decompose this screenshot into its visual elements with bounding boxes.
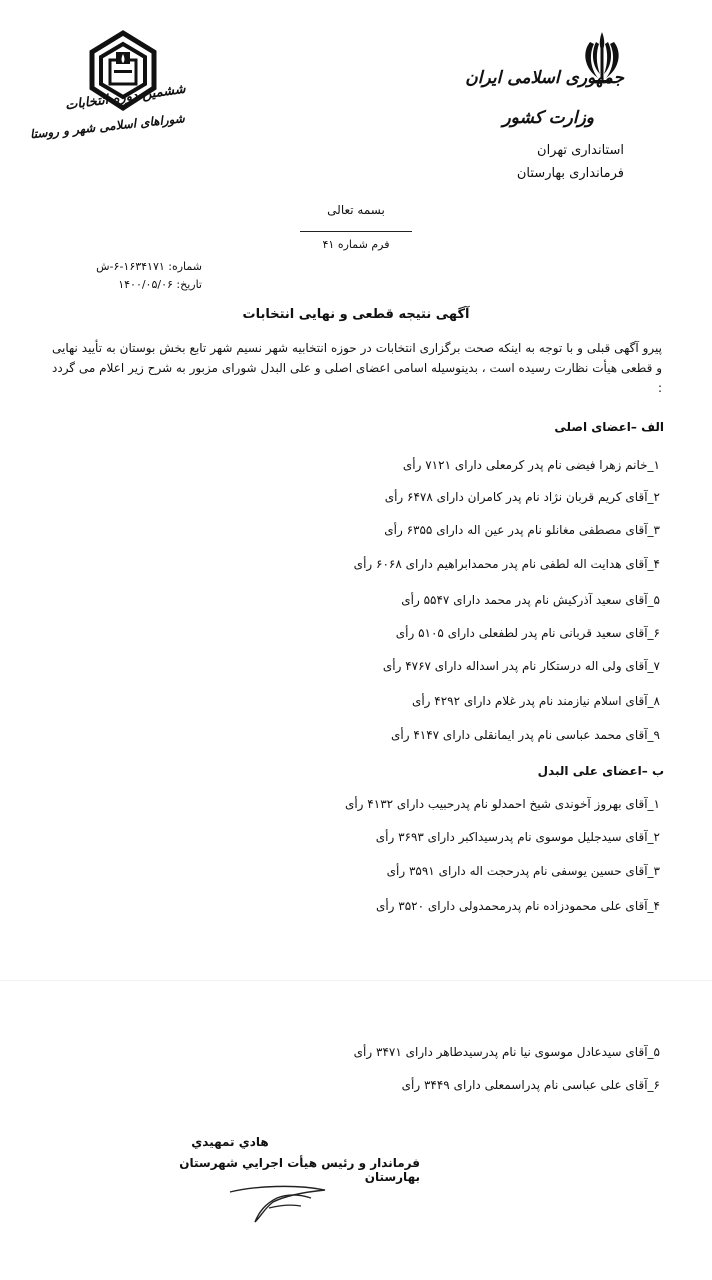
election-round-title: ششمین دوره انتخابات (64, 81, 187, 114)
signatory-name: هادي تمهيدي (191, 1135, 269, 1149)
letter-date: تاریخ: ۱۴۰۰/۰۵/۰۶ (118, 278, 202, 291)
list-item: ۴_آقای علی محمودزاده نام پدرمحمدولی دارای ۳۵۲۰ رأی (375, 899, 660, 913)
notice-title: آگهی نتیجه قطعی و نهایی انتخابات (242, 307, 470, 322)
notice-paragraph: پیرو آگهی قبلی و با توجه به اینکه صحت برگزاری انتخابات در حوزه انتخابیه شهر نسیم شهر تابع بخش بوستان به تأیید نهایی و قطعی هیأت نظارت رسیده است ، بدینوسیله اسامی اعضای اصلی و علی البدل شورای مزبور به شرح زیر اعلام می گردد : (52, 341, 662, 395)
list-item: ۶_آقای علی عباسی نام پدراسمعلی دارای ۳۴۴۹ رأی (401, 1078, 660, 1092)
list-item: ۵_آقای سعید آذرکیش نام پدر محمد دارای ۵۵۴۷ رأی (401, 593, 660, 607)
list-item: ۸_آقای اسلام نیازمند نام پدر غلام دارای ۴۲۹۲ رأی (411, 694, 660, 708)
signature-icon (225, 1178, 335, 1226)
republic-title: جمهوری اسلامی ایران (465, 68, 624, 88)
list-item: ۴_آقای هدایت اله لطفی نام پدر محمدابراهیم دارای ۶۰۶۸ رأی (353, 557, 660, 571)
basmala: بسمه تعالی (327, 203, 385, 217)
ministry-title: وزارت کشور (502, 108, 594, 128)
form-number-divider (300, 231, 412, 232)
form-number: فرم شماره ۴۱ (322, 238, 390, 251)
list-item: ۳_آقای مصطفی مغانلو نام پدر عین اله دارای ۶۳۵۵ رأی (384, 523, 660, 537)
list-item: ۲_آقای کریم قربان نژاد نام پدر کامران دارای ۶۴۷۸ رأی (384, 490, 660, 504)
page-break (0, 980, 712, 981)
county-office: فرمانداری بهارستان (516, 166, 624, 181)
letter-number: شماره: ۱۶۳۴۱۷۱-۶-ش (96, 260, 202, 273)
principal-members-heading: الف –اعضای اصلی (554, 420, 664, 434)
signatory-title: فرماندار و رئيس هيأت اجرايي شهرستان بهارستان (179, 1156, 420, 1184)
list-item: ۱_خانم زهرا فیضی نام پدر کرمعلی دارای ۷۱۲۱ رأی (402, 458, 660, 472)
province-office: استانداری تهران (537, 143, 624, 158)
list-item: ۶_آقای سعید قربانی نام پدر لطفعلی دارای ۵۱۰۵ رأی (395, 626, 660, 640)
list-item: ۹_آقای محمد عباسی نام پدر ایمانقلی دارای ۴۱۴۷ رأی (390, 728, 660, 742)
list-item: ۱_آقای بهروز آخوندی شیخ احمدلو نام پدرحبیب دارای ۴۱۳۲ رأی (344, 797, 660, 811)
alternate-members-heading: ب –اعضای علی البدل (537, 764, 664, 778)
list-item: ۵_آقای سیدعادل موسوی نیا نام پدرسیدطاهر دارای ۳۴۷۱ رأی (353, 1045, 660, 1059)
election-councils-title: شوراهای اسلامی شهر و روستا (29, 111, 186, 142)
list-item: ۷_آقای ولی اله درستکار نام پدر اسداله دارای ۴۷۶۷ رأی (382, 659, 660, 673)
list-item: ۳_آقای حسین یوسفی نام پدرحجت اله دارای ۳۵۹۱ رأی (386, 864, 660, 878)
list-item: ۲_آقای سیدجلیل موسوی نام پدرسیداکبر دارای ۳۶۹۳ رأی (375, 830, 660, 844)
